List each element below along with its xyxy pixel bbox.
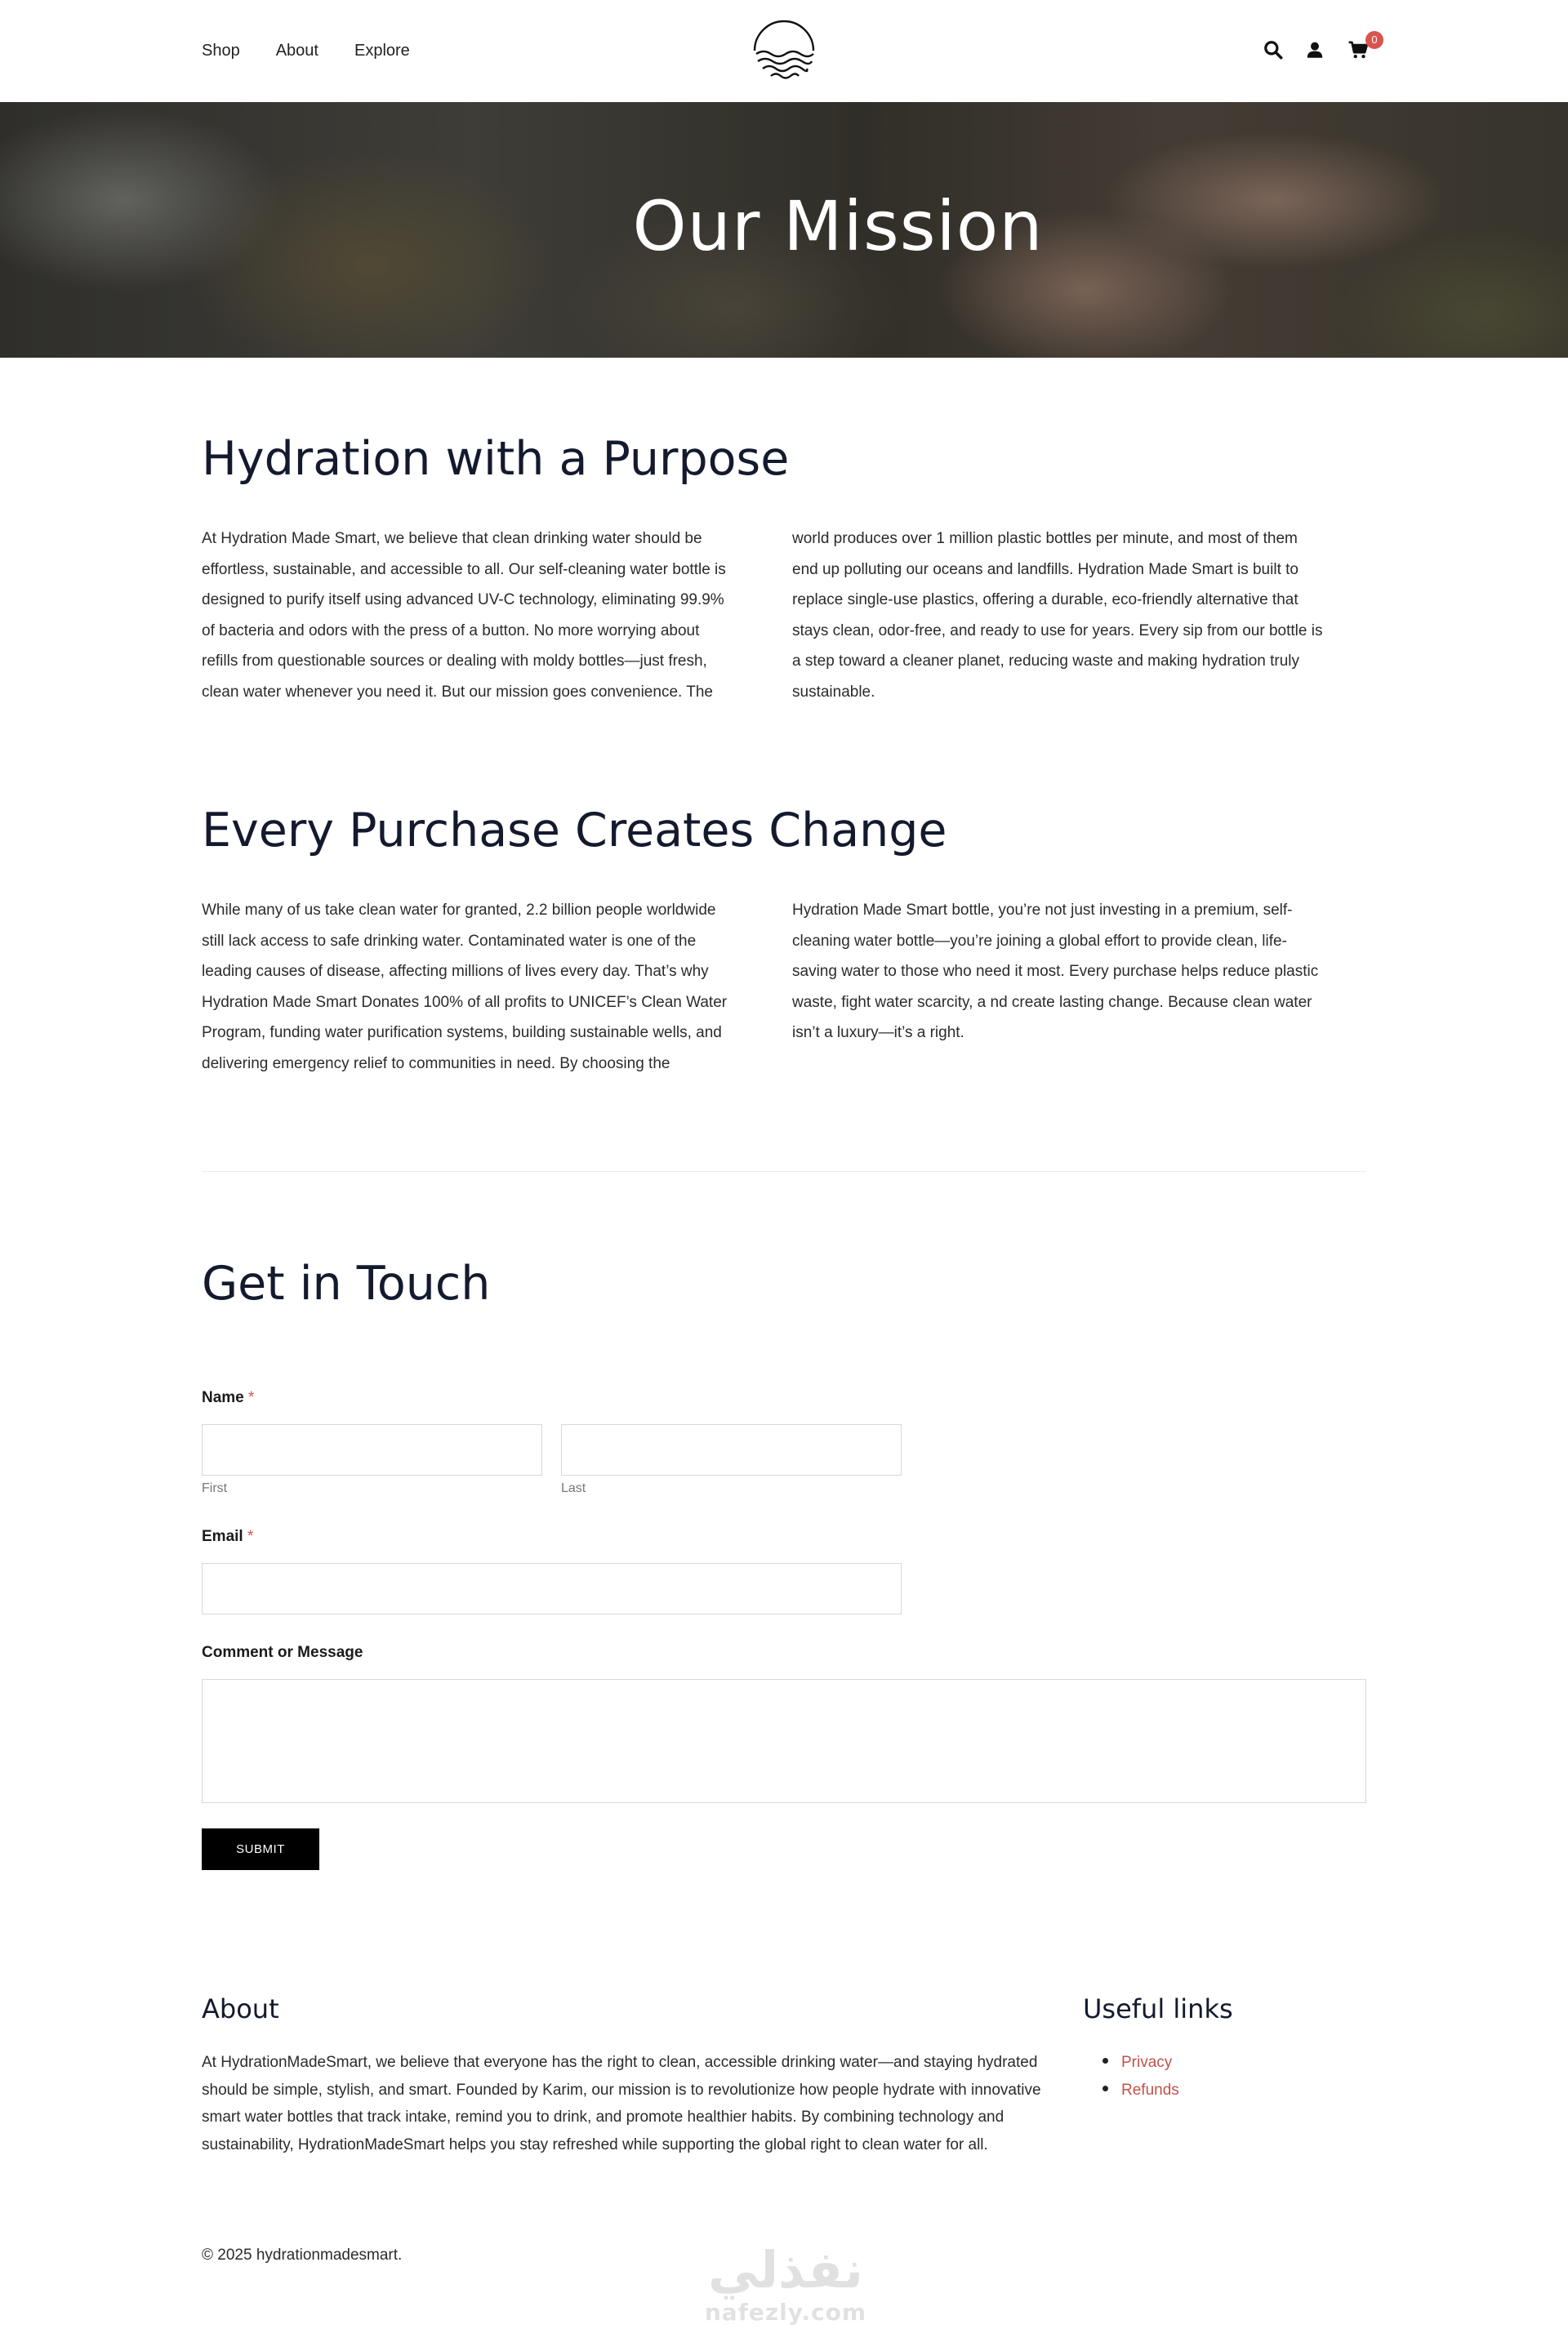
text-line: While many of us take clean water for granted, 2.2 billion people worldwide	[202, 902, 716, 919]
text-line: a step toward a cleaner planet, reducing waste and making hydration truly	[792, 652, 1300, 670]
watermark-arabic: نفذلي	[708, 2240, 863, 2300]
footer-link-label[interactable]: Privacy	[1121, 2054, 1173, 2071]
text-line: effortless, sustainable, and accessible to all. Our self-cleaning water bottle is	[202, 560, 726, 578]
footer-link-privacy[interactable]	[1102, 2049, 1179, 2077]
text-line: clean water whenever you need it. But our mission goes convenience. The	[202, 683, 713, 701]
text-line: sustainable.	[792, 683, 875, 701]
message-textarea[interactable]	[202, 1679, 1366, 1803]
text-line: refills from questionable sources or dealing with moldy bottles—just fresh,	[202, 652, 707, 670]
purpose-text-right	[792, 523, 1364, 707]
text-line: delivering emergency relief to communities in need. By choosing the	[202, 1054, 670, 1072]
first-sublabel: First	[202, 1481, 228, 1495]
text-line: saving water to those who need it most. Every purchase helps reduce plastic	[792, 963, 1319, 980]
submit-button[interactable]: SUBMIT	[202, 1828, 319, 1870]
email-input[interactable]	[202, 1563, 902, 1614]
section-divider	[202, 1171, 1366, 1172]
required-mark: *	[247, 1528, 254, 1545]
footer-about-text: At HydrationMadeSmart, we believe that everyone has the right to clean, accessible drinking water—and staying hydrated should be simple, stylish, and smart. Founded by Karim, our mission is to revolutionize how people hydrate with innovative smart water bottles that track intake, remind you to drink, and promote healthier habits. By combining technology and sustainability, HydrationMadeSmart helps you stay refreshed while supporting the global right to clean water for all.	[202, 2054, 1041, 2153]
sun-waves-logo-icon[interactable]	[751, 18, 817, 83]
text-line: Hydration Made Smart bottle, you’re not just investing in a premium, self-	[792, 902, 1293, 919]
first-name-input[interactable]	[202, 1424, 542, 1476]
footer-link-label[interactable]: Refunds	[1121, 2081, 1179, 2099]
last-name-input[interactable]	[561, 1424, 902, 1476]
change-text-right	[792, 895, 1364, 1049]
purpose-text-left	[202, 523, 773, 707]
watermark-logo	[696, 2242, 875, 2338]
nav-explore[interactable]: Explore	[354, 42, 410, 60]
text-line: world produces over 1 million plastic bottles per minute, and most of them	[792, 530, 1298, 547]
required-mark: *	[248, 1389, 255, 1406]
text-line: Program, funding water purification systems, building sustainable wells, and	[202, 1024, 722, 1041]
text-line: still lack access to safe drinking water. Contaminated water is one of the	[202, 932, 697, 950]
hero-title: Our Mission	[632, 186, 1044, 266]
last-sublabel: Last	[561, 1481, 586, 1495]
email-label-text: Email	[202, 1528, 243, 1545]
text-line: leading causes of disease, affecting millions of lives every day. That’s why	[202, 963, 709, 980]
purpose-heading: Hydration with a Purpose	[202, 432, 790, 486]
text-line: replace single-use plastics, offering a durable, eco-friendly alternative that	[792, 591, 1298, 608]
text-line: waste, fight water scarcity, a nd create lasting change. Because clean water	[792, 993, 1312, 1011]
text-line: Hydration Made Smart Donates 100% of all profits to UNICEF’s Clean Water	[202, 993, 728, 1011]
site-header	[0, 0, 1568, 102]
footer-link-refunds[interactable]	[1102, 2077, 1179, 2104]
change-text-left	[202, 895, 773, 1079]
user-icon[interactable]	[1304, 39, 1325, 60]
text-line: stays clean, odor-free, and ready to use for years. Every sip from our bottle is	[792, 621, 1323, 639]
main-nav	[202, 39, 446, 62]
text-line: isn’t a luxury—it’s a right.	[792, 1024, 964, 1041]
text-line: cleaning water bottle—you’re joining a global effort to provide clean, life-	[792, 932, 1287, 950]
nav-shop[interactable]: Shop	[202, 42, 240, 60]
contact-heading: Get in Touch	[202, 1257, 491, 1311]
watermark-latin: nafezly.com	[704, 2299, 867, 2326]
copyright: © 2025 hydrationmadesmart.	[202, 2247, 403, 2264]
change-heading: Every Purchase Creates Change	[202, 804, 947, 857]
text-line: designed to purify itself using advanced UV-C technology, eliminating 99.9%	[202, 591, 724, 608]
bullet-icon	[1102, 2058, 1108, 2064]
message-label: Comment or Message	[202, 1644, 363, 1661]
cart-count-badge[interactable]: 0	[1365, 31, 1383, 49]
footer-about-heading: About	[202, 1993, 279, 2024]
name-label	[202, 1389, 254, 1407]
bullet-icon	[1102, 2086, 1108, 2091]
name-label-text: Name	[202, 1389, 244, 1406]
hero-banner	[0, 102, 1568, 358]
text-line: of bacteria and odors with the press of a button. No more worrying about	[202, 621, 700, 639]
text-line: At Hydration Made Smart, we believe that clean drinking water should be	[202, 530, 702, 547]
footer-links-heading: Useful links	[1083, 1993, 1233, 2024]
nav-about[interactable]: About	[275, 42, 318, 60]
email-label	[202, 1528, 253, 1546]
footer-links-list	[1102, 2049, 1179, 2104]
search-icon[interactable]	[1263, 39, 1284, 60]
text-line: end up polluting our oceans and landfills. Hydration Made Smart is built to	[792, 560, 1298, 578]
